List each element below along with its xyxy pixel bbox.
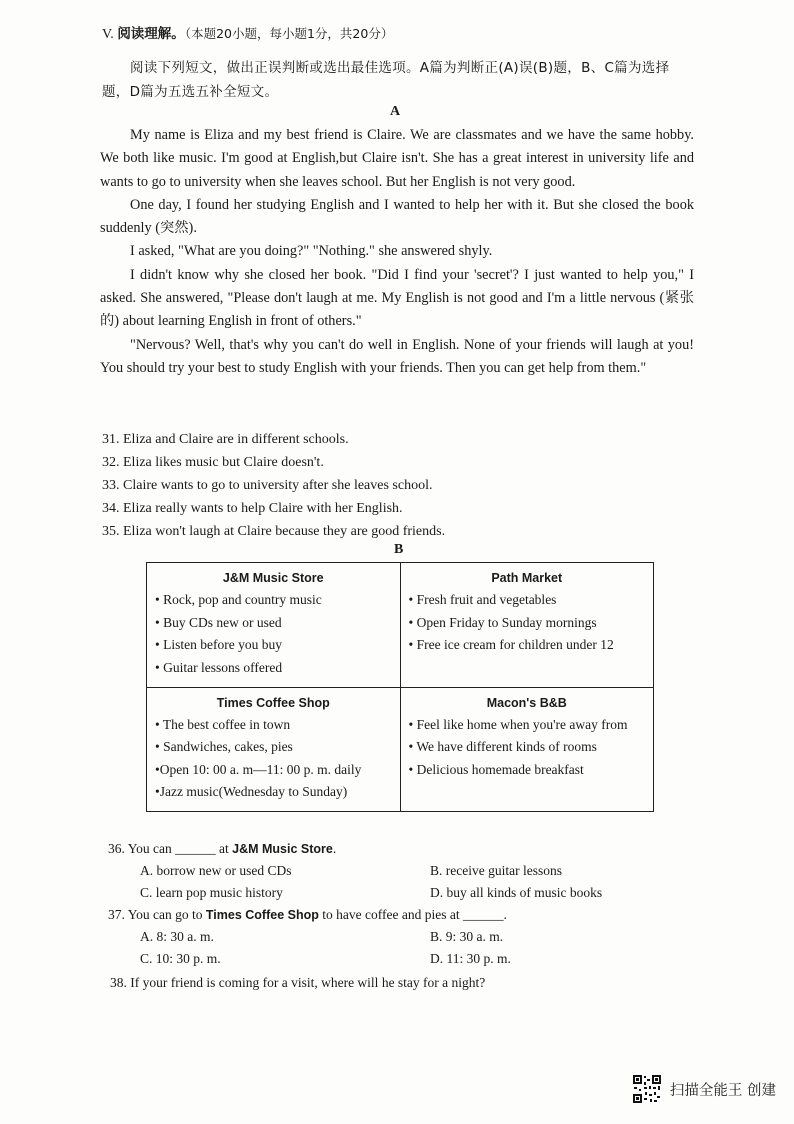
store-cell-market (400, 563, 654, 688)
scanner-watermark (632, 1074, 776, 1104)
stem-text: 36. You can ______ at (108, 841, 233, 856)
store-feature: • Buy CDs new or used (155, 614, 282, 630)
store-feature: •Jazz music(Wednesday to Sunday) (155, 784, 348, 799)
paragraph: I didn't know why she closed her book. "Did I find your 'secret'? I just wanted to help you," I asked. She answered, "Please don't laugh at me. My English is not good and I'm a little nervous (紧张的) about learning English in front of others." (100, 266, 694, 330)
watermark-text: 扫描全能王 创建 (669, 1082, 776, 1099)
question-stem (108, 904, 688, 926)
instructions: 阅读下列短文，做出正误判断或选出最佳选项。A篇为判断正(A)误(B)题，B、C篇为选择题，D篇为五选五补全短文。 (102, 60, 670, 100)
question-33: 33. Claire wants to go to university after she leaves school. (102, 478, 433, 493)
store-feature: • Delicious homemade breakfast (408, 761, 584, 777)
stem-text: 37. You can go to (108, 907, 206, 922)
store-feature: •Open 10: 00 a. m—11: 00 p. m. daily (155, 761, 362, 777)
question-31: 31. Eliza and Claire are in different schools. (102, 432, 349, 447)
paragraph: "Nervous? Well, that's why you can't do well in English. None of your friends will laugh at you! You should try your best to study English with your friends. Then you can get help from them." (100, 336, 694, 376)
question-34: 34. Eliza really wants to help Claire with her English. (102, 501, 403, 516)
question-32: 32. Eliza likes music but Claire doesn't. (102, 455, 324, 470)
passage-a (100, 124, 694, 380)
store-feature: • We have different kinds of rooms (408, 739, 597, 754)
store-feature: • Open Friday to Sunday mornings (408, 614, 597, 630)
store-feature: • Sandwiches, cakes, pies (155, 739, 293, 754)
paragraph: My name is Eliza and my best friend is Claire. We are classmates and we have the same hobby. We both like music. I'm good at English,but Claire isn't. She has a great interest in university life and wants to go to university when she leaves school. But her English is not very good. (100, 127, 694, 190)
store-name: J&M Music Store (222, 571, 324, 585)
option-b: B. receive guitar lessons (430, 863, 562, 878)
store-name: Times Coffee Shop (216, 695, 330, 710)
option-a: A. borrow new or used CDs (140, 863, 292, 878)
store-feature: • Listen before you buy (155, 637, 282, 652)
store-feature: • Guitar lessons offered (155, 659, 283, 675)
store-feature: • Free ice cream for children under 12 (408, 637, 614, 652)
paragraph: I asked, "What are you doing?" "Nothing." she answered shyly. (130, 243, 493, 260)
question-38 (110, 972, 690, 994)
store-cell-bnb (400, 687, 654, 812)
option-c: C. 10: 30 p. m. (140, 951, 221, 966)
section-title: 阅读理解。 (117, 26, 185, 42)
passage-a-questions (102, 428, 692, 543)
stem-store: J&M Music Store (232, 842, 333, 856)
option-d: D. buy all kinds of music books (430, 885, 603, 900)
section-heading (102, 22, 393, 43)
stem-text: . (332, 841, 337, 856)
store-table (146, 562, 654, 812)
stem-store: Times Coffee Shop (205, 908, 319, 922)
option-c: C. learn pop music history (140, 885, 283, 900)
question-stem (108, 838, 688, 860)
question-stem: 38. If your friend is coming for a visit, where will he stay for a night? (110, 975, 486, 990)
stem-text: to have coffee and pies at ______. (318, 907, 507, 922)
store-cell-coffee (147, 687, 401, 812)
paragraph: One day, I found her studying English and I wanted to help her with it. But she closed the book suddenly (突然). (100, 196, 694, 237)
store-cell-music (147, 563, 401, 688)
question-37 (108, 904, 688, 970)
section-number: V. (102, 27, 114, 42)
store-feature: • Fresh fruit and vegetables (408, 592, 557, 607)
section-note: （本题20小题，每小题1分，共20分） (184, 26, 394, 41)
store-name: Path Market (491, 571, 563, 585)
store-feature: • The best coffee in town (155, 716, 291, 732)
option-b: B. 9: 30 a. m. (430, 929, 504, 944)
passage-a-letter: A (390, 104, 401, 119)
store-feature: • Rock, pop and country music (155, 592, 322, 607)
question-36 (108, 838, 688, 904)
question-35: 35. Eliza won't laugh at Claire because they are good friends. (102, 524, 446, 539)
option-row (108, 860, 688, 882)
store-name: Macon's B&B (486, 695, 567, 710)
option-a: A. 8: 30 a. m. (140, 929, 214, 944)
option-d: D. 11: 30 p. m. (430, 951, 511, 966)
store-feature: • Feel like home when you're away from (408, 716, 628, 732)
option-row (108, 882, 688, 904)
option-row (108, 948, 688, 970)
passage-b-letter: B (394, 542, 404, 557)
option-row (108, 926, 688, 948)
qr-code-icon (632, 1074, 662, 1104)
